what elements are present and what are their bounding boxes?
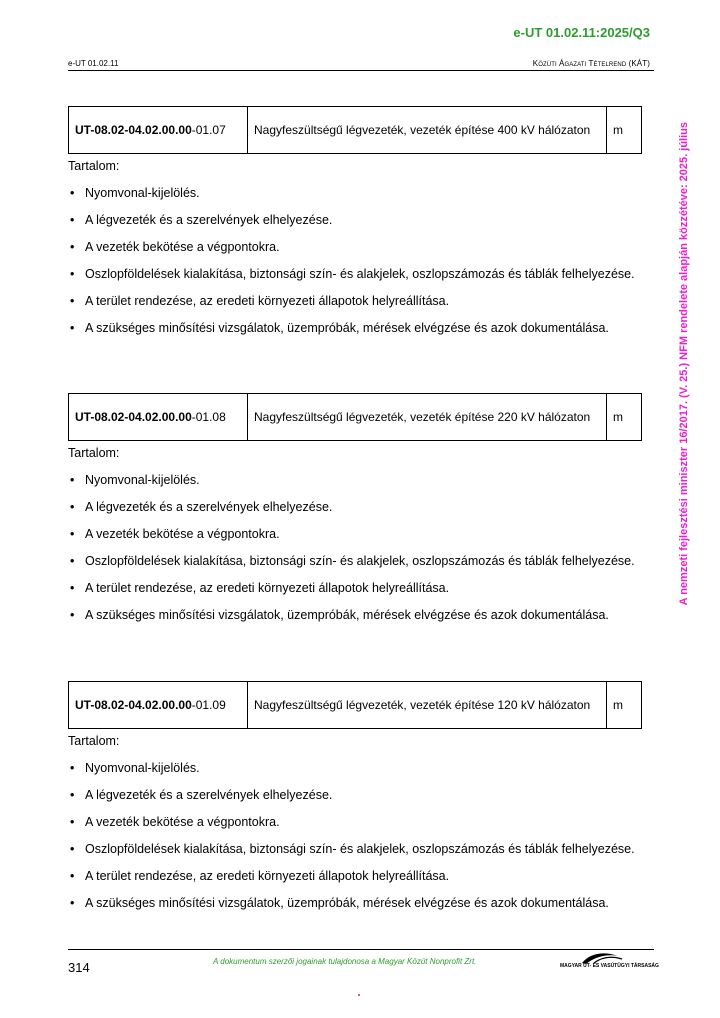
company-logo	[560, 951, 659, 971]
logo-text: MAGYAR ÚT- ÉS VASÚTÜGYI TÁRSASÁG	[560, 963, 659, 969]
list-item: • A légvezeték és a szerelvények elhelyezése.	[68, 789, 642, 803]
list-item: • A szükséges minősítési vizsgálatok, üzempróbák, mérések elvégzése és azok dokumentálása.	[68, 609, 642, 623]
item-section-01-07	[68, 106, 642, 335]
list-item: • A légvezeték és a szerelvények elhelyezése.	[68, 501, 642, 515]
item-unit: m	[607, 394, 642, 441]
item-section-01-09	[68, 681, 642, 910]
content-list	[68, 474, 642, 623]
list-item: • Nyomvonal-kijelölés.	[68, 187, 642, 201]
side-publication-note	[673, 97, 695, 631]
item-title: Nagyfeszültségű légvezeték, vezeték építése 120 kV hálózaton	[248, 682, 607, 729]
list-item: • Nyomvonal-kijelölés.	[68, 474, 642, 488]
list-item: • Nyomvonal-kijelölés.	[68, 762, 642, 776]
item-title: Nagyfeszültségű légvezeték, vezeték építése 400 kV hálózaton	[248, 107, 607, 154]
stray-dot	[358, 994, 360, 996]
list-item: • A légvezeték és a szerelvények elhelyezése.	[68, 214, 642, 228]
item-header-table	[68, 393, 642, 441]
list-item: • A terület rendezése, az eredeti környezeti állapotok helyreállítása.	[68, 582, 642, 596]
item-code: UT-08.02-04.02.00.00-01.09	[69, 682, 248, 729]
side-note-text: A nemzeti fejlesztési miniszter 16/2017. (V. 25.) NFM rendelete alapján közzétéve: 2025. július	[678, 122, 690, 606]
footer-divider	[68, 949, 654, 950]
item-header-table	[68, 106, 642, 154]
header-left: e-UT 01.02.11	[68, 59, 119, 68]
item-header-table	[68, 681, 642, 729]
list-item: • A szükséges minősítési vizsgálatok, üzempróbák, mérések elvégzése és azok dokumentálása.	[68, 322, 642, 336]
content-list	[68, 187, 642, 336]
header-right: Közúti Ágazati Tételrend (KÁT)	[532, 59, 650, 68]
content-label: Tartalom:	[68, 734, 120, 748]
content-label: Tartalom:	[68, 159, 120, 173]
list-item: • Oszlopföldelések kialakítása, biztonsági szín- és alakjelek, oszlopszámozás és táblák felhelyezése.	[68, 268, 642, 282]
item-unit: m	[607, 107, 642, 154]
list-item: • Oszlopföldelések kialakítása, biztonsági szín- és alakjelek, oszlopszámozás és táblák felhelyezése.	[68, 555, 642, 569]
list-item: • A terület rendezése, az eredeti környezeti állapotok helyreállítása.	[68, 295, 642, 309]
list-item: • Oszlopföldelések kialakítása, biztonsági szín- és alakjelek, oszlopszámozás és táblák felhelyezése.	[68, 843, 642, 857]
list-item: • A vezeték bekötése a végpontokra.	[68, 241, 642, 255]
item-unit: m	[607, 682, 642, 729]
item-title: Nagyfeszültségű légvezeték, vezeték építése 220 kV hálózaton	[248, 394, 607, 441]
content-label: Tartalom:	[68, 446, 120, 460]
item-section-01-08	[68, 393, 642, 622]
page-number: 314	[68, 960, 90, 975]
copyright-notice: A dokumentum szerzői jogainak tulajdonosa a Magyar Közút Nonprofit Zrt.	[213, 957, 477, 966]
item-code: UT-08.02-04.02.00.00-01.07	[69, 107, 248, 154]
list-item: • A szükséges minősítési vizsgálatok, üzempróbák, mérések elvégzése és azok dokumentálása.	[68, 897, 642, 911]
list-item: • A terület rendezése, az eredeti környezeti állapotok helyreállítása.	[68, 870, 642, 884]
header-divider	[68, 70, 654, 71]
content-list	[68, 762, 642, 911]
list-item: • A vezeték bekötése a végpontokra.	[68, 816, 642, 830]
item-code: UT-08.02-04.02.00.00-01.08	[69, 394, 248, 441]
document-code: e-UT 01.02.11:2025/Q3	[513, 25, 650, 40]
list-item: • A vezeték bekötése a végpontokra.	[68, 528, 642, 542]
